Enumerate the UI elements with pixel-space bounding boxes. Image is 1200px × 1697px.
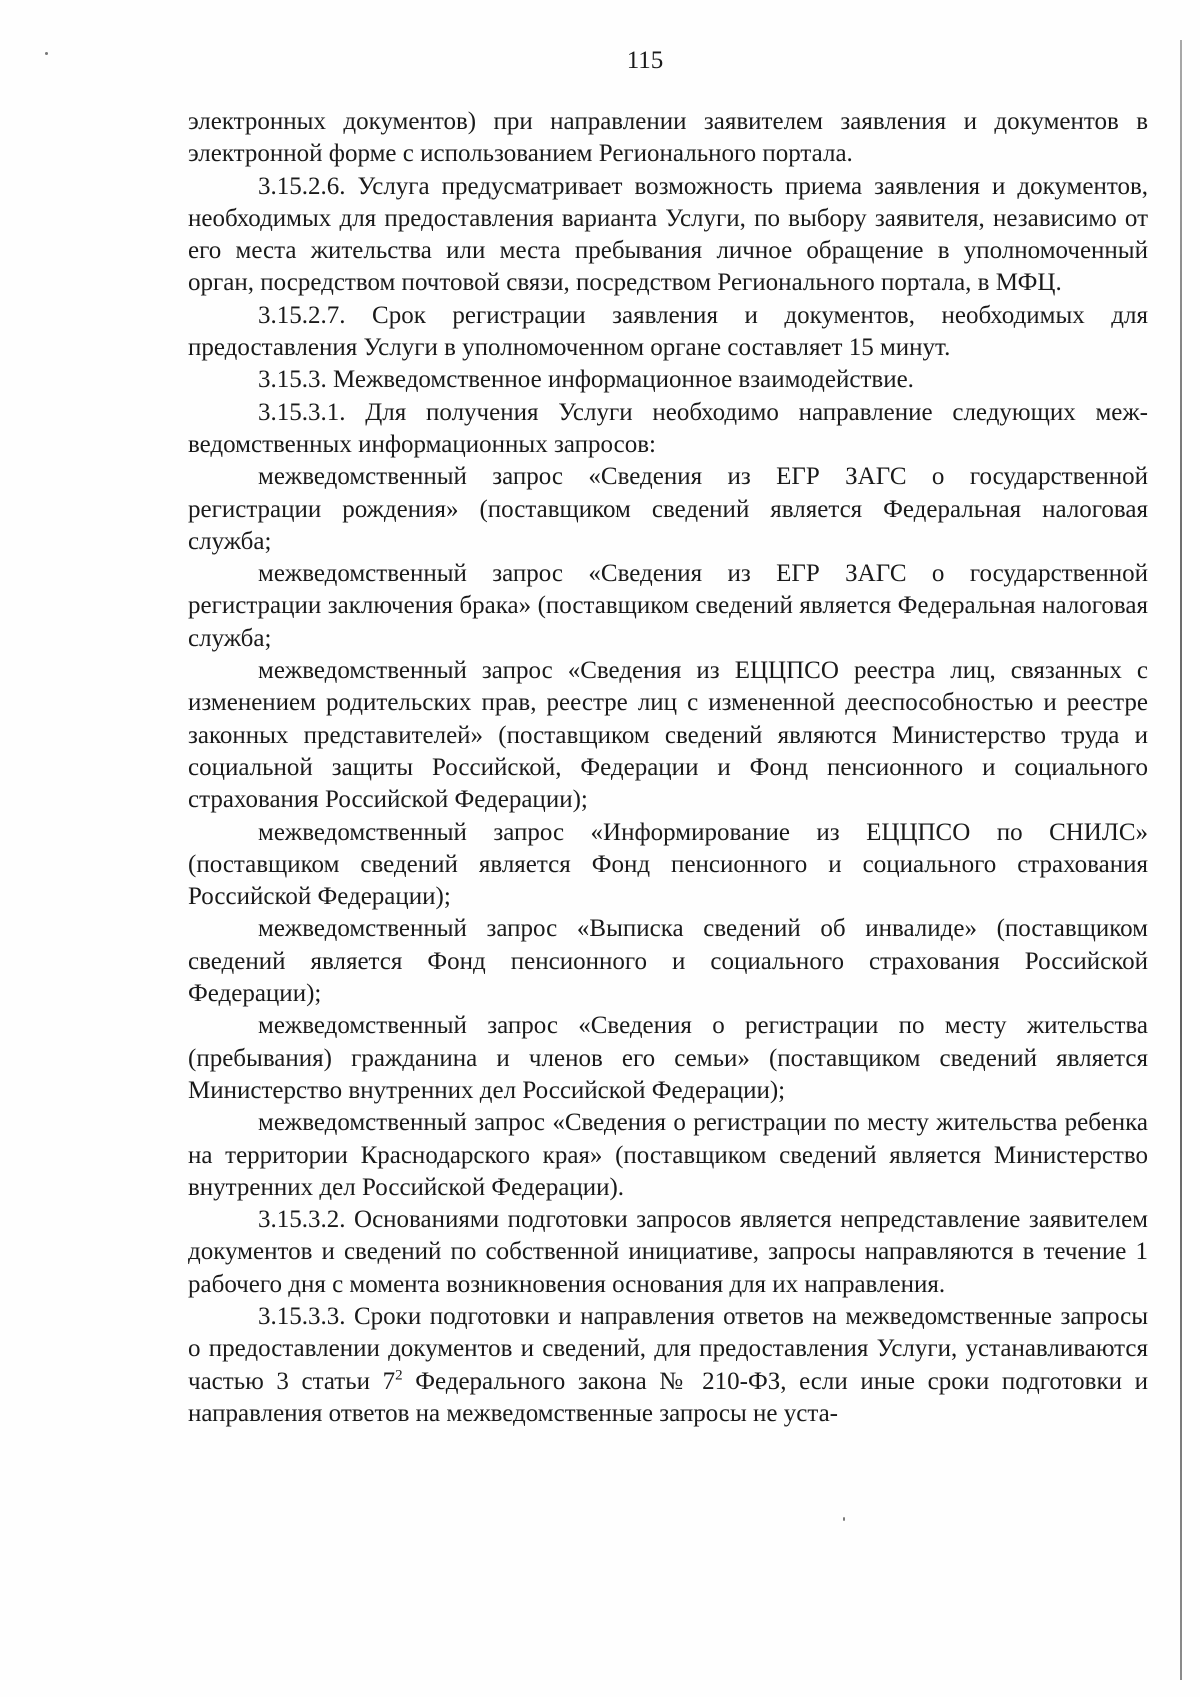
document-body <box>188 106 1148 1430</box>
paragraph: межведомственный запрос «Сведения о регистрации по месту жительства ребенка на территории Краснодарского края» (поставщиком сведений является Министерство внутренних дел Российской Федерации). <box>188 1109 1148 1201</box>
paragraph: 3.15.3.1. Для получения Услуги необходимо направление следующих межведомственных информационных запросов: <box>188 398 1148 458</box>
scan-edge-line <box>1180 40 1182 1680</box>
paragraph: межведомственный запрос «Сведения из ЕГР ЗАГС о государственной регистрации заключения брака» (поставщиком сведений является Федеральная налоговая служба; <box>188 560 1148 652</box>
paragraph-text: Федерального закона № 210-ФЗ, если иные сроки подготовки и направления ответов на межведомственные запросы не уста- <box>188 1367 1148 1427</box>
scan-speck <box>843 1517 845 1521</box>
page-number: 115 <box>626 47 664 74</box>
paragraph: межведомственный запрос «Сведения о регистрации по месту жительства (пребывания) гражданина и членов его семьи» (поставщиком сведений является Министерство внутренних дел Российской Федерации); <box>188 1012 1148 1104</box>
paragraph: 3.15.3.2. Основаниями подготовки запросов является непредставление заявителем документов и сведений по собственной инициативе, запросы направляются в течение 1 рабочего дня с момента возникновения основания для их направления. <box>188 1206 1148 1298</box>
paragraph: 3.15.3. Межведомственное информационное взаимодействие. <box>258 366 914 394</box>
paragraph: 3.15.2.7. Срок регистрации заявления и документов, необходимых для предоставления Услуги в уполномоченном органе составляет 15 минут. <box>188 301 1148 362</box>
paragraph-text: 3.15.3.3. Сроки подготовки и направления ответов на межведомственные запросы о предоставлении документов и сведений, для предоставления Услуги, устанавливаются частью 3 статьи 7 <box>188 1302 1148 1395</box>
paragraph: межведомственный запрос «Информирование из ЕЦЦПСО по СНИЛС» (поставщиком сведений является Фонд пенсионного и социального страхования Российской Федерации); <box>188 818 1148 911</box>
superscript: 2 <box>395 1367 403 1384</box>
paragraph <box>188 1301 1148 1430</box>
paragraph: межведомственный запрос «Сведения из ЕГР ЗАГС о государственной регистрации рождения» (поставщиком сведений является Федеральная налоговая служба; <box>188 463 1148 555</box>
paragraph: межведомственный запрос «Сведения из ЕЦЦПСО реестра лиц, связанных с изменением родительских прав, реестре лиц с измененной дееспособностью и реестре законных представителей» (поставщиком сведений являются Министерство труда и социальной защиты Российской, Федерации и Фонд пенсионного и социального страхования Российской Федерации); <box>188 657 1148 814</box>
paragraph: межведомственный запрос «Выписка сведений об инвалиде» (поставщиком сведений является Фонд пенсионного и социального страхования Российской Федерации); <box>188 915 1148 1008</box>
paragraph: 3.15.2.6. Услуга предусматривает возможность приема заявления и документов, необходимых для предоставления варианта Услуги, по выбору заявителя, независимо от его места жительства или места пребывания личное обращение в уполномоченный орган, посредством почтовой связи, посредством Регионального портала, в МФЦ. <box>188 172 1148 297</box>
paragraph: электронных документов) при направлении заявителем заявления и документов в электронной форме с использованием Регионального портала. <box>188 108 1148 168</box>
